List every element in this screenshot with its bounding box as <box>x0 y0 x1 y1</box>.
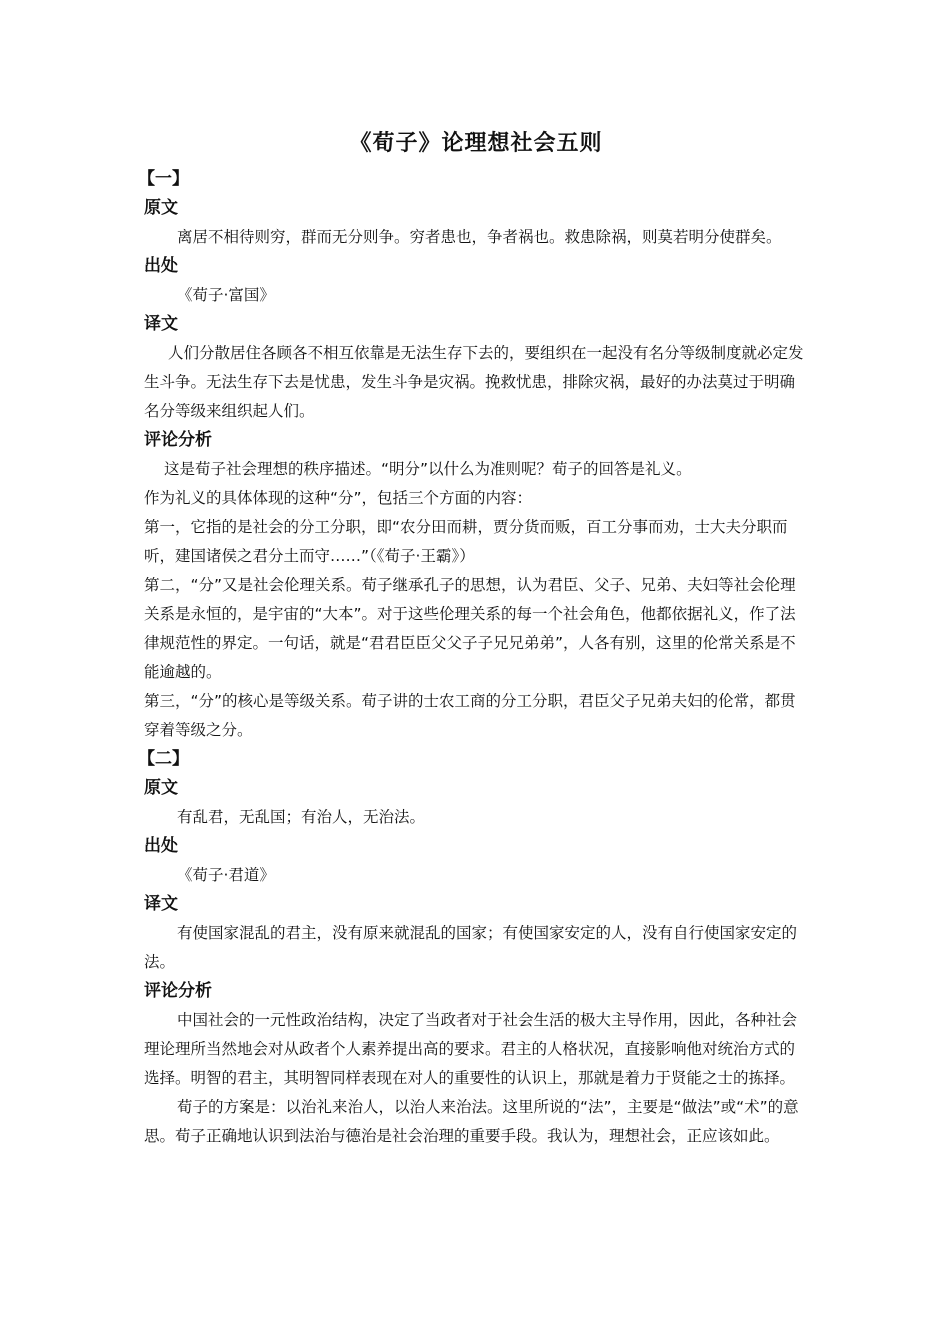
translation-text: 有使国家混乱的君主，没有原来就混乱的国家；有使国家安定的人，没有自行使国家安定的法。 <box>144 924 798 971</box>
section-label: 【一】 <box>138 169 189 189</box>
heading-source: 出处 <box>144 836 178 856</box>
comment-paragraph: 作为礼义的具体体现的这种“分”，包括三个方面的内容： <box>144 489 533 507</box>
heading-original: 原文 <box>144 198 178 218</box>
heading-translation: 译文 <box>144 314 178 334</box>
source-text: 《荀子·富国》 <box>177 286 275 304</box>
comment-paragraph: 第一，它指的是社会的分工分职，即“农分田而耕，贾分货而贩，百工分事而劝，士大夫分职而听，建国诸侯之君分土而守……”（《荀子·王霸》） <box>144 518 788 565</box>
heading-comment: 评论分析 <box>144 981 212 1001</box>
document-page <box>138 118 808 1151</box>
section-label: 【二】 <box>138 749 189 769</box>
heading-translation: 译文 <box>144 894 178 914</box>
comment-paragraph: 中国社会的一元性政治结构，决定了当政者对于社会生活的极大主导作用，因此，各种社会理论理所当然地会对从政者个人素养提出高的要求。君主的人格状况，直接影响他对统治方式的选择。明智的君主，其明智同样表现在对人的重要性的认识上，那就是着力于贤能之士的拣择。 <box>144 1011 798 1087</box>
comment-paragraph: 第三，“分”的核心是等级关系。荀子讲的士农工商的分工分职，君臣父子兄弟夫妇的伦常，都贯穿着等级之分。 <box>144 692 796 739</box>
source-text: 《荀子·君道》 <box>177 866 275 884</box>
heading-source: 出处 <box>144 256 178 276</box>
original-text: 有乱君，无乱国；有治人，无治法。 <box>177 808 426 826</box>
heading-comment: 评论分析 <box>144 430 212 450</box>
translation-text: 人们分散居住各顾各不相互依靠是无法生存下去的，要组织在一起没有名分等级制度就必定发生斗争。无法生存下去是忧患，发生斗争是灾祸。挽救忧患，排除灾祸，最好的办法莫过于明确名分等级来组织起人们。 <box>144 344 804 420</box>
document-title: 《荀子》论理想社会五则 <box>349 131 603 156</box>
heading-original: 原文 <box>144 778 178 798</box>
comment-paragraph: 荀子的方案是：以治礼来治人，以治人来治法。这里所说的“法”，主要是“做法”或“术”的意思。荀子正确地认识到法治与德治是社会治理的重要手段。我认为，理想社会，正应该如此。 <box>144 1098 799 1145</box>
original-text: 离居不相待则穷，群而无分则争。穷者患也，争者祸也。救患除祸，则莫若明分使群矣。 <box>177 228 782 246</box>
comment-paragraph: 第二，“分”又是社会伦理关系。荀子继承孔子的思想，认为君臣、父子、兄弟、夫妇等社会伦理关系是永恒的，是宇宙的“大本”。对于这些伦理关系的每一个社会角色，他都依据礼义，作了法律规范性的界定。一句话，就是“君君臣臣父父子子兄兄弟弟”，人各有别，这里的伦常关系是不能逾越的。 <box>144 576 796 681</box>
comment-paragraph: 这是荀子社会理想的秩序描述。“明分”以什么为准则呢？荀子的回答是礼义。 <box>164 460 692 478</box>
